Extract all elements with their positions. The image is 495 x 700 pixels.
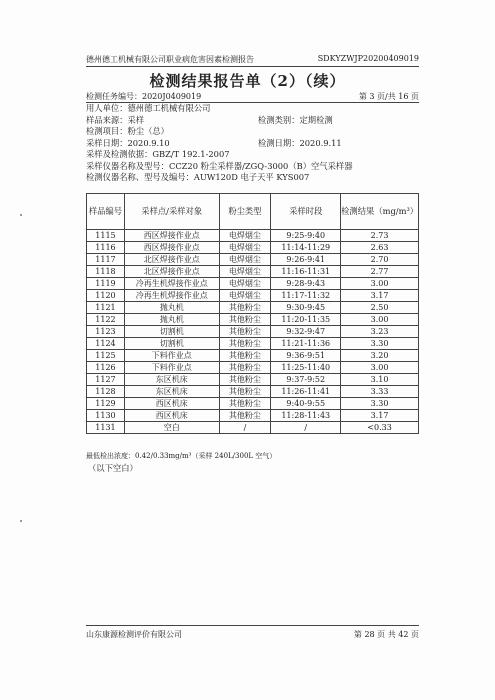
cell-result: 3.17 bbox=[341, 410, 419, 422]
detection-limit-note: 最低检出浓度：0.42/0.33mg/m³（采样 240L/300L 空气） bbox=[86, 452, 277, 460]
cell-sample-no: 1116 bbox=[87, 242, 125, 254]
table-row bbox=[87, 278, 419, 290]
table-header-row bbox=[87, 194, 419, 230]
cell-period: 9:36-9:51 bbox=[271, 350, 341, 362]
cell-result: 3.30 bbox=[341, 398, 419, 410]
cell-location: 冷再生机焊接作业点 bbox=[124, 278, 219, 290]
cell-location: 北区焊接作业点 bbox=[124, 266, 219, 278]
cell-location: 空白 bbox=[124, 422, 219, 434]
cell-sample-no: 1122 bbox=[87, 314, 125, 326]
footer-page: 第 28 页 共 42 页 bbox=[353, 630, 419, 639]
table-row bbox=[87, 314, 419, 326]
cell-dust-type: 其他粉尘 bbox=[219, 302, 271, 314]
cell-location: 西区焊接作业点 bbox=[124, 242, 219, 254]
cell-sample-no: 1121 bbox=[87, 302, 125, 314]
cell-location: 抛丸机 bbox=[124, 314, 219, 326]
cell-location: 西区机床 bbox=[124, 398, 219, 410]
cell-sample-no: 1115 bbox=[87, 230, 125, 242]
scan-mark bbox=[20, 520, 22, 522]
cell-sample-no: 1128 bbox=[87, 386, 125, 398]
cell-sample-no: 1119 bbox=[87, 278, 125, 290]
cell-sample-no: 1129 bbox=[87, 398, 125, 410]
cell-result: 3.00 bbox=[341, 314, 419, 326]
header-report-code: SDKYZWJP20200409019 bbox=[317, 54, 419, 63]
cell-period: 11:16-11:31 bbox=[271, 266, 341, 278]
col-period: 采样时段 bbox=[271, 194, 341, 230]
col-result: 检测结果（mg/m³） bbox=[341, 194, 419, 230]
cell-result: 3.30 bbox=[341, 338, 419, 350]
cell-period: 11:14-11:29 bbox=[271, 242, 341, 254]
report-header bbox=[86, 54, 419, 66]
header-company: 德州德工机械有限公司职业病危害因素检测报告 bbox=[86, 55, 254, 64]
cell-dust-type: 其他粉尘 bbox=[219, 314, 271, 326]
cell-location: 东区机床 bbox=[124, 386, 219, 398]
report-footer bbox=[86, 629, 419, 640]
cell-dust-type: 其他粉尘 bbox=[219, 374, 271, 386]
cell-dust-type: 电焊烟尘 bbox=[219, 254, 271, 266]
cell-period: 9:32-9:47 bbox=[271, 326, 341, 338]
cell-sample-no: 1124 bbox=[87, 338, 125, 350]
table-row bbox=[87, 374, 419, 386]
cell-period: 11:20-11:35 bbox=[271, 314, 341, 326]
table-row bbox=[87, 302, 419, 314]
cell-period: 9:28-9:43 bbox=[271, 278, 341, 290]
sample-source: 样品来源：采样 bbox=[86, 114, 145, 125]
cell-period: 11:21-11:36 bbox=[271, 338, 341, 350]
test-basis: 采样及检测依据：GBZ/T 192.1-2007 bbox=[86, 149, 230, 159]
cell-period: 9:26-9:41 bbox=[271, 254, 341, 266]
cell-location: 切割机 bbox=[124, 338, 219, 350]
cell-location: 下料作业点 bbox=[124, 350, 219, 362]
task-row bbox=[86, 91, 419, 102]
cell-result: 3.23 bbox=[341, 326, 419, 338]
table-row bbox=[87, 242, 419, 254]
cell-dust-type: 电焊烟尘 bbox=[219, 230, 271, 242]
col-dust-type: 粉尘类型 bbox=[219, 194, 271, 230]
task-number: 检测任务编号：2020J0409019 bbox=[86, 92, 202, 101]
cell-location: 抛丸机 bbox=[124, 302, 219, 314]
blank-below-note: （以下空白） bbox=[88, 463, 138, 473]
cell-location: 切割机 bbox=[124, 326, 219, 338]
cell-sample-no: 1131 bbox=[87, 422, 125, 434]
cell-period: 9:37-9:52 bbox=[271, 374, 341, 386]
cell-location: 西区机床 bbox=[124, 410, 219, 422]
table-row bbox=[87, 386, 419, 398]
cell-result: 3.20 bbox=[341, 350, 419, 362]
test-date: 检测日期：2020.9.11 bbox=[258, 137, 342, 148]
section-page: 第 3 页/共 16 页 bbox=[358, 92, 419, 101]
cell-sample-no: 1125 bbox=[87, 350, 125, 362]
footer-company: 山东康源检测评价有限公司 bbox=[86, 630, 182, 639]
cell-result: 2.63 bbox=[341, 242, 419, 254]
cell-sample-no: 1117 bbox=[87, 254, 125, 266]
table-row bbox=[87, 422, 419, 434]
table-row bbox=[87, 410, 419, 422]
table-row bbox=[87, 362, 419, 374]
table-row bbox=[87, 350, 419, 362]
cell-location: 下料作业点 bbox=[124, 362, 219, 374]
table-row bbox=[87, 254, 419, 266]
cell-dust-type: / bbox=[219, 422, 271, 434]
cell-sample-no: 1127 bbox=[87, 374, 125, 386]
cell-result: 2.73 bbox=[341, 230, 419, 242]
cell-dust-type: 电焊烟尘 bbox=[219, 242, 271, 254]
table-row bbox=[87, 398, 419, 410]
cell-dust-type: 其他粉尘 bbox=[219, 326, 271, 338]
cell-dust-type: 其他粉尘 bbox=[219, 350, 271, 362]
cell-period: 9:25-9:40 bbox=[271, 230, 341, 242]
cell-dust-type: 电焊烟尘 bbox=[219, 278, 271, 290]
cell-location: 东区机床 bbox=[124, 374, 219, 386]
table-row bbox=[87, 230, 419, 242]
cell-result: <0.33 bbox=[341, 422, 419, 434]
cell-result: 2.50 bbox=[341, 302, 419, 314]
sample-info bbox=[86, 103, 419, 184]
test-item: 检测项目：粉尘（总） bbox=[86, 126, 169, 136]
table-row bbox=[87, 266, 419, 278]
header-divider bbox=[86, 66, 419, 67]
footer-divider bbox=[86, 625, 419, 626]
cell-period: 9:40-9:55 bbox=[271, 398, 341, 410]
cell-dust-type: 电焊烟尘 bbox=[219, 266, 271, 278]
cell-dust-type: 其他粉尘 bbox=[219, 410, 271, 422]
scan-mark bbox=[20, 214, 22, 216]
cell-result: 3.00 bbox=[341, 278, 419, 290]
col-location: 采样点/采样对象 bbox=[124, 194, 219, 230]
cell-dust-type: 其他粉尘 bbox=[219, 362, 271, 374]
cell-period: 11:17-11:32 bbox=[271, 290, 341, 302]
cell-result: 2.70 bbox=[341, 254, 419, 266]
cell-period: / bbox=[271, 422, 341, 434]
report-title: 检测结果报告单（2）（续） bbox=[149, 72, 346, 90]
table-row bbox=[87, 290, 419, 302]
results-table bbox=[86, 193, 419, 434]
cell-dust-type: 其他粉尘 bbox=[219, 386, 271, 398]
table-row bbox=[87, 326, 419, 338]
cell-location: 北区焊接作业点 bbox=[124, 254, 219, 266]
cell-sample-no: 1130 bbox=[87, 410, 125, 422]
test-category: 检测类别：定期检测 bbox=[258, 114, 333, 125]
cell-period: 11:28-11:43 bbox=[271, 410, 341, 422]
cell-result: 3.33 bbox=[341, 386, 419, 398]
col-sample-no: 样品编号 bbox=[87, 194, 125, 230]
cell-result: 3.10 bbox=[341, 374, 419, 386]
cell-location: 西区焊接作业点 bbox=[124, 230, 219, 242]
sampling-date: 采样日期：2020.9.10 bbox=[86, 137, 170, 148]
cell-location: 冷再生机焊接作业点 bbox=[124, 290, 219, 302]
cell-sample-no: 1126 bbox=[87, 362, 125, 374]
cell-result: 2.77 bbox=[341, 266, 419, 278]
cell-period: 11:25-11:40 bbox=[271, 362, 341, 374]
test-instrument: 检测仪器名称、型号及编号：AUW120D 电子天平 KYS007 bbox=[86, 172, 310, 182]
cell-dust-type: 其他粉尘 bbox=[219, 338, 271, 350]
employer: 用人单位：德州德工机械有限公司 bbox=[86, 103, 211, 113]
cell-period: 9:30-9:45 bbox=[271, 302, 341, 314]
table-row bbox=[87, 338, 419, 350]
cell-sample-no: 1120 bbox=[87, 290, 125, 302]
cell-sample-no: 1118 bbox=[87, 266, 125, 278]
cell-period: 11:26-11:41 bbox=[271, 386, 341, 398]
cell-result: 3.00 bbox=[341, 362, 419, 374]
cell-result: 3.17 bbox=[341, 290, 419, 302]
sampler-instrument: 采样仪器名称及型号：CCZ20 粉尘采样器/ZGQ-3000（B）空气采样器 bbox=[86, 160, 353, 171]
cell-dust-type: 其他粉尘 bbox=[219, 398, 271, 410]
cell-sample-no: 1123 bbox=[87, 326, 125, 338]
cell-dust-type: 电焊烟尘 bbox=[219, 290, 271, 302]
